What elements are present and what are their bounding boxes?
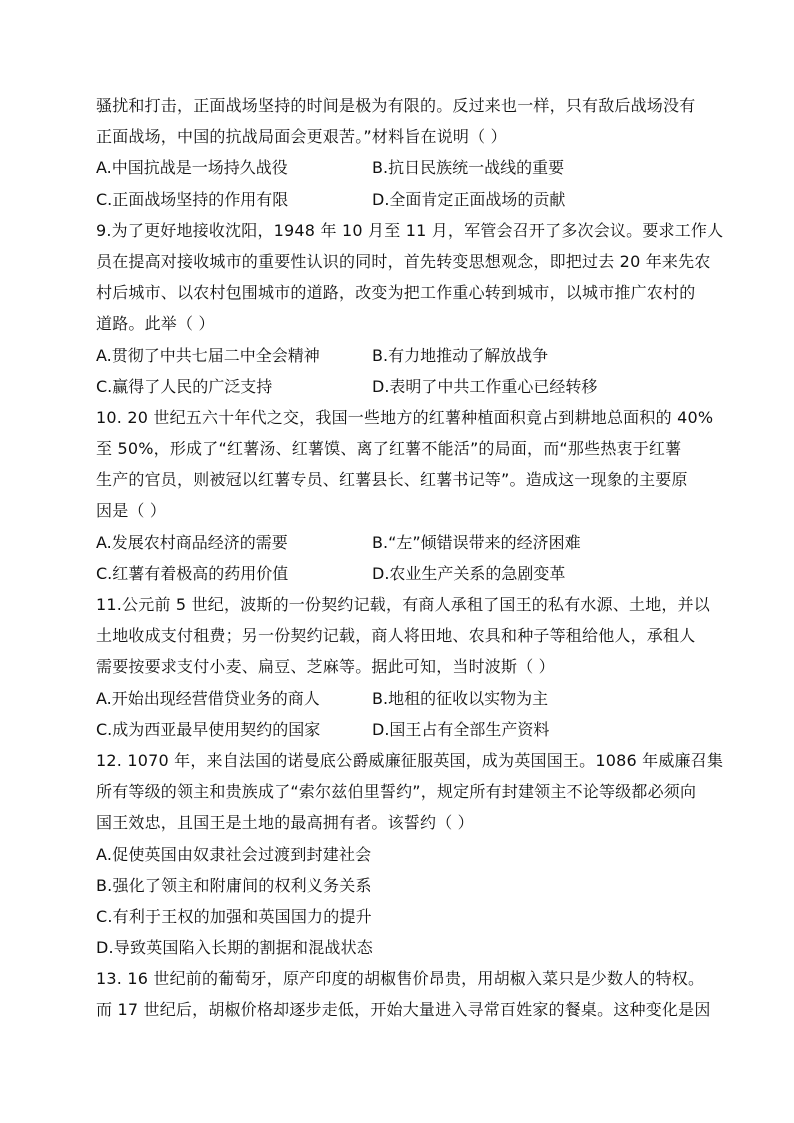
question-9-stem-line: 道路。此举（ ） <box>96 314 215 334</box>
question-10-option-c: C.红薯有着极高的药用价值 <box>96 563 289 583</box>
question-9-option-a: A.贯彻了中共七届二中全会精神 <box>96 345 320 365</box>
question-11-stem-line: 土地收成支付租费；另一份契约记载，商人将田地、农具和种子等租给他人，承租人 <box>96 626 696 646</box>
question-9-option-b: B.有力地推动了解放战争 <box>372 345 549 365</box>
question-12 <box>96 745 724 963</box>
question-10-options-row <box>96 558 700 589</box>
exam-content <box>96 90 724 1026</box>
question-10-stem-line: 生产的官员，则被冠以红薯专员、红薯县长、红薯书记等”。造成这一现象的主要原 <box>96 470 688 490</box>
question-11-option-d: D.国王占有全部生产资料 <box>372 719 550 739</box>
question-8-stem-line: 骚扰和打击，正面战场坚持的时间是极为有限的。反过来也一样，只有敌后战场没有 <box>96 96 696 115</box>
question-13-stem-line: 而 17 世纪后，胡椒价格却逐步走低，开始大量进入寻常百姓家的餐桌。这种变化是因 <box>96 1000 711 1020</box>
question-11-stem-line: 11.公元前 5 世纪，波斯的一份契约记载，有商人承租了国王的私有水源、土地，并以 <box>96 595 710 614</box>
question-9-option-d: D.表明了中共工作重心已经转移 <box>372 376 598 396</box>
question-8-option-b: B.抗日民族统一战线的重要 <box>372 158 565 178</box>
question-10-option-b: B.“左”倾错误带来的经济困难 <box>372 532 581 552</box>
question-12-option-a: A.促使英国由奴隶社会过渡到封建社会 <box>96 844 372 864</box>
question-9-stem-line: 员在提高对接收城市的重要性认识的同时，首先转变思想观念，即把过去 20 年来先农 <box>96 251 711 271</box>
question-9 <box>96 215 724 402</box>
question-9-stem-line: 村后城市、以农村包围城市的道路，改变为把工作重心转到城市，以城市推广农村的 <box>96 283 696 303</box>
question-12-option-b: B.强化了领主和附庸间的权利义务关系 <box>96 875 372 895</box>
question-12-stem-line: 国王效忠，且国王是土地的最高拥有者。该誓约（ ） <box>96 813 474 833</box>
question-11-options-row <box>96 683 700 714</box>
question-13 <box>96 963 711 1025</box>
question-10-stem-line: 至 50%，形成了“红薯汤、红薯馍、离了红薯不能活”的局面，而“那些热衷于红薯 <box>96 439 682 459</box>
question-11 <box>96 589 710 745</box>
question-10-stem-line: 10. 20 世纪五六十年代之交，我国一些地方的红薯种植面积竟占到耕地总面积的 40% <box>96 407 714 427</box>
question-11-options-row <box>96 714 700 745</box>
question-12-stem-line: 12. 1070 年，来自法国的诺曼底公爵威廉征服英国，成为英国国王。1086 年威廉召集 <box>96 750 724 770</box>
question-11-option-c: C.成为西亚最早使用契约的国家 <box>96 719 321 739</box>
question-8-options-row <box>96 184 700 215</box>
question-12-option-c: C.有利于王权的加强和英国国力的提升 <box>96 906 372 926</box>
question-8-options-row <box>96 152 700 183</box>
question-11-option-b: B.地租的征收以实物为主 <box>372 688 549 708</box>
question-9-stem-line: 9.为了更好地接收沈阳，1948 年 10 月至 11 月，军管会召开了多次会议。要求工作人 <box>96 220 724 240</box>
question-8-option-d: D.全面肯定正面战场的贡献 <box>372 189 566 209</box>
question-11-option-a: A.开始出现经营借贷业务的商人 <box>96 688 320 708</box>
question-8-stem-line: 正面战场，中国的抗战局面会更艰苦。”材料旨在说明（ ） <box>96 127 507 147</box>
question-12-option-d: D.导致英国陷入长期的割据和混战状态 <box>96 938 374 958</box>
question-10-option-a: A.发展农村商品经济的需要 <box>96 532 288 552</box>
question-8-option-a: A.中国抗战是一场持久战役 <box>96 158 288 178</box>
question-9-options-row <box>96 340 700 371</box>
question-8 <box>96 90 700 215</box>
question-10-option-d: D.农业生产关系的急剧变革 <box>372 563 566 583</box>
question-10 <box>96 402 714 589</box>
question-12-stem-line: 所有等级的领主和贵族成了“索尔兹伯里誓约”，规定所有封建领主不论等级都必须向 <box>96 782 697 802</box>
question-9-option-c: C.赢得了人民的广泛支持 <box>96 376 273 396</box>
question-11-stem-line: 需要按要求支付小麦、扁豆、芝麻等。据此可知，当时波斯（ ） <box>96 657 555 677</box>
question-9-options-row <box>96 371 700 402</box>
question-13-stem-line: 13. 16 世纪前的葡萄牙，原产印度的胡椒售价昂贵，用胡椒入菜只是少数人的特权。 <box>96 969 705 989</box>
question-10-stem-line: 因是（ ） <box>96 501 167 521</box>
question-8-option-c: C.正面战场坚持的作用有限 <box>96 189 289 209</box>
question-10-options-row <box>96 527 700 558</box>
